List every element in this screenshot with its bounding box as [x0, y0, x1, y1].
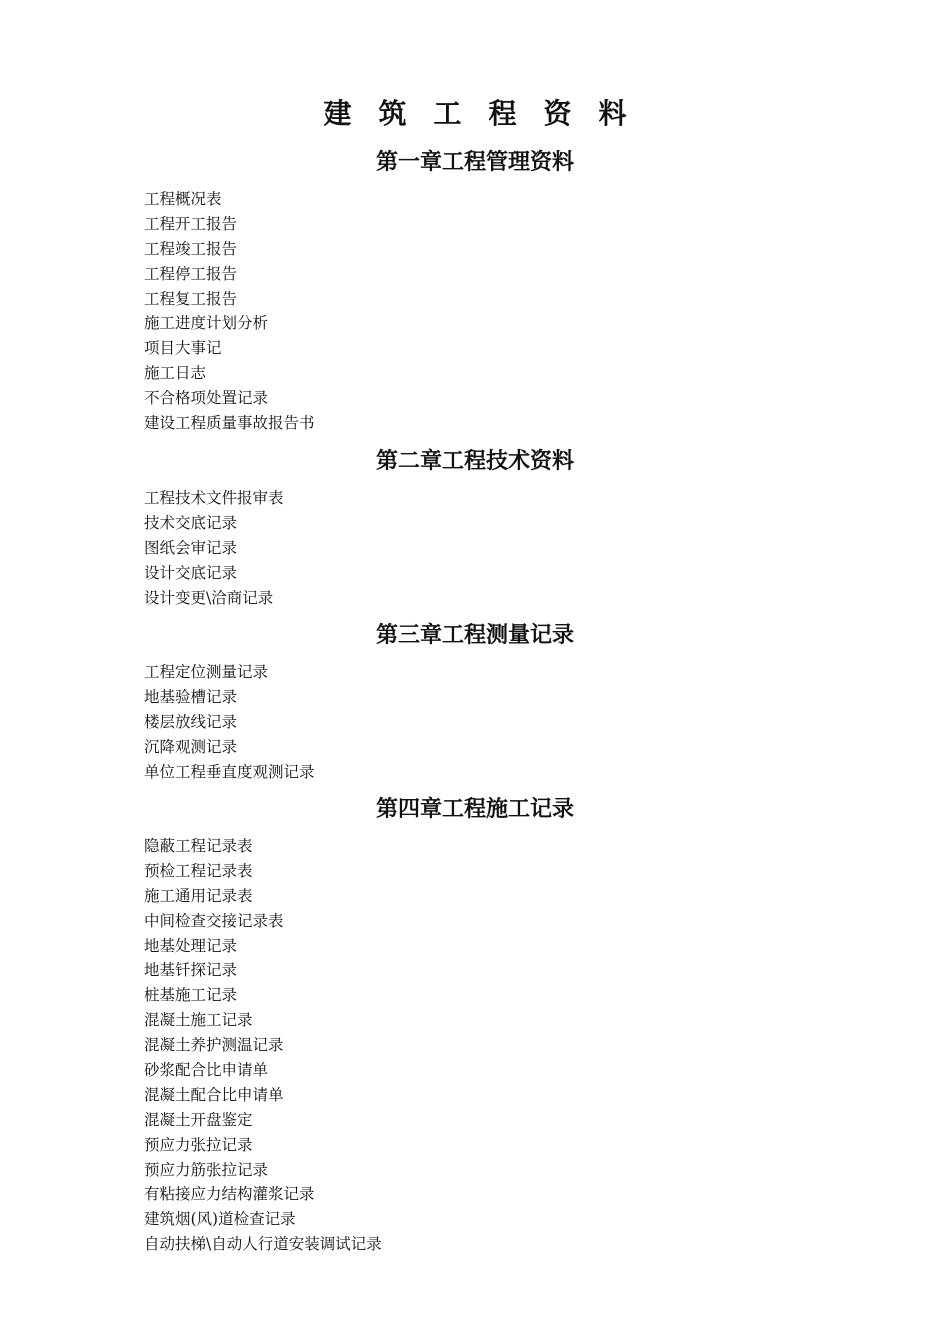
list-item: 工程竣工报告 [144, 239, 238, 258]
list-item: 施工进度计划分析 [144, 314, 269, 333]
chapter-1-heading: 第一章工程管理资料 [375, 150, 574, 175]
chapter-3-item-list [144, 660, 315, 784]
list-item: 工程概况表 [144, 190, 222, 208]
list-item: 沉降观测记录 [144, 737, 238, 756]
list-item: 混凝土养护测温记录 [144, 1036, 284, 1055]
chapter-1-item-list [144, 187, 315, 436]
list-item: 地基验槽记录 [144, 687, 238, 706]
chapter-2-item-list [144, 486, 284, 610]
list-item: 设计变更\洽商记录 [144, 588, 274, 607]
chapter-3-heading: 第三章工程测量记录 [375, 623, 574, 648]
list-item: 桩基施工记录 [144, 986, 238, 1005]
list-item: 不合格项处置记录 [144, 389, 269, 408]
list-item: 技术交底记录 [144, 513, 238, 532]
list-item: 单位工程垂直度观测记录 [144, 762, 315, 781]
chapter-4-item-list [144, 834, 382, 1257]
list-item: 施工通用记录表 [144, 886, 253, 905]
list-item: 建筑烟(风)道检查记录 [144, 1210, 296, 1229]
list-item: 工程停工报告 [144, 264, 238, 283]
list-item: 预应力筋张拉记录 [144, 1160, 269, 1179]
list-item: 工程复工报告 [144, 289, 238, 308]
list-item: 工程开工报告 [144, 214, 238, 233]
list-item: 地基钎探记录 [144, 961, 238, 980]
list-item: 建设工程质量事故报告书 [144, 414, 315, 433]
list-item: 砂浆配合比申请单 [144, 1061, 269, 1080]
list-item: 预检工程记录表 [144, 861, 253, 880]
list-item: 混凝土配合比申请单 [144, 1085, 284, 1104]
list-item: 工程定位测量记录 [144, 663, 269, 681]
list-item: 隐蔽工程记录表 [144, 837, 253, 855]
chapter-4-heading: 第四章工程施工记录 [375, 797, 574, 822]
list-item: 工程技术文件报审表 [144, 489, 284, 507]
list-item: 混凝土施工记录 [144, 1011, 253, 1030]
list-item: 设计交底记录 [144, 563, 238, 582]
list-item: 楼层放线记录 [144, 712, 238, 731]
list-item: 图纸会审记录 [144, 538, 238, 557]
list-item: 预应力张拉记录 [144, 1135, 253, 1154]
list-item: 地基处理记录 [144, 936, 238, 955]
chapter-2-heading: 第二章工程技术资料 [375, 449, 574, 474]
list-item: 有粘接应力结构灌浆记录 [144, 1185, 315, 1204]
document-title: 建筑工程资料 [323, 97, 654, 130]
list-item: 中间检查交接记录表 [144, 911, 284, 930]
list-item: 施工日志 [144, 364, 207, 383]
list-item: 混凝土开盘鉴定 [144, 1110, 253, 1129]
list-item: 项目大事记 [144, 339, 222, 358]
list-item: 自动扶梯\自动人行道安装调试记录 [144, 1235, 382, 1254]
